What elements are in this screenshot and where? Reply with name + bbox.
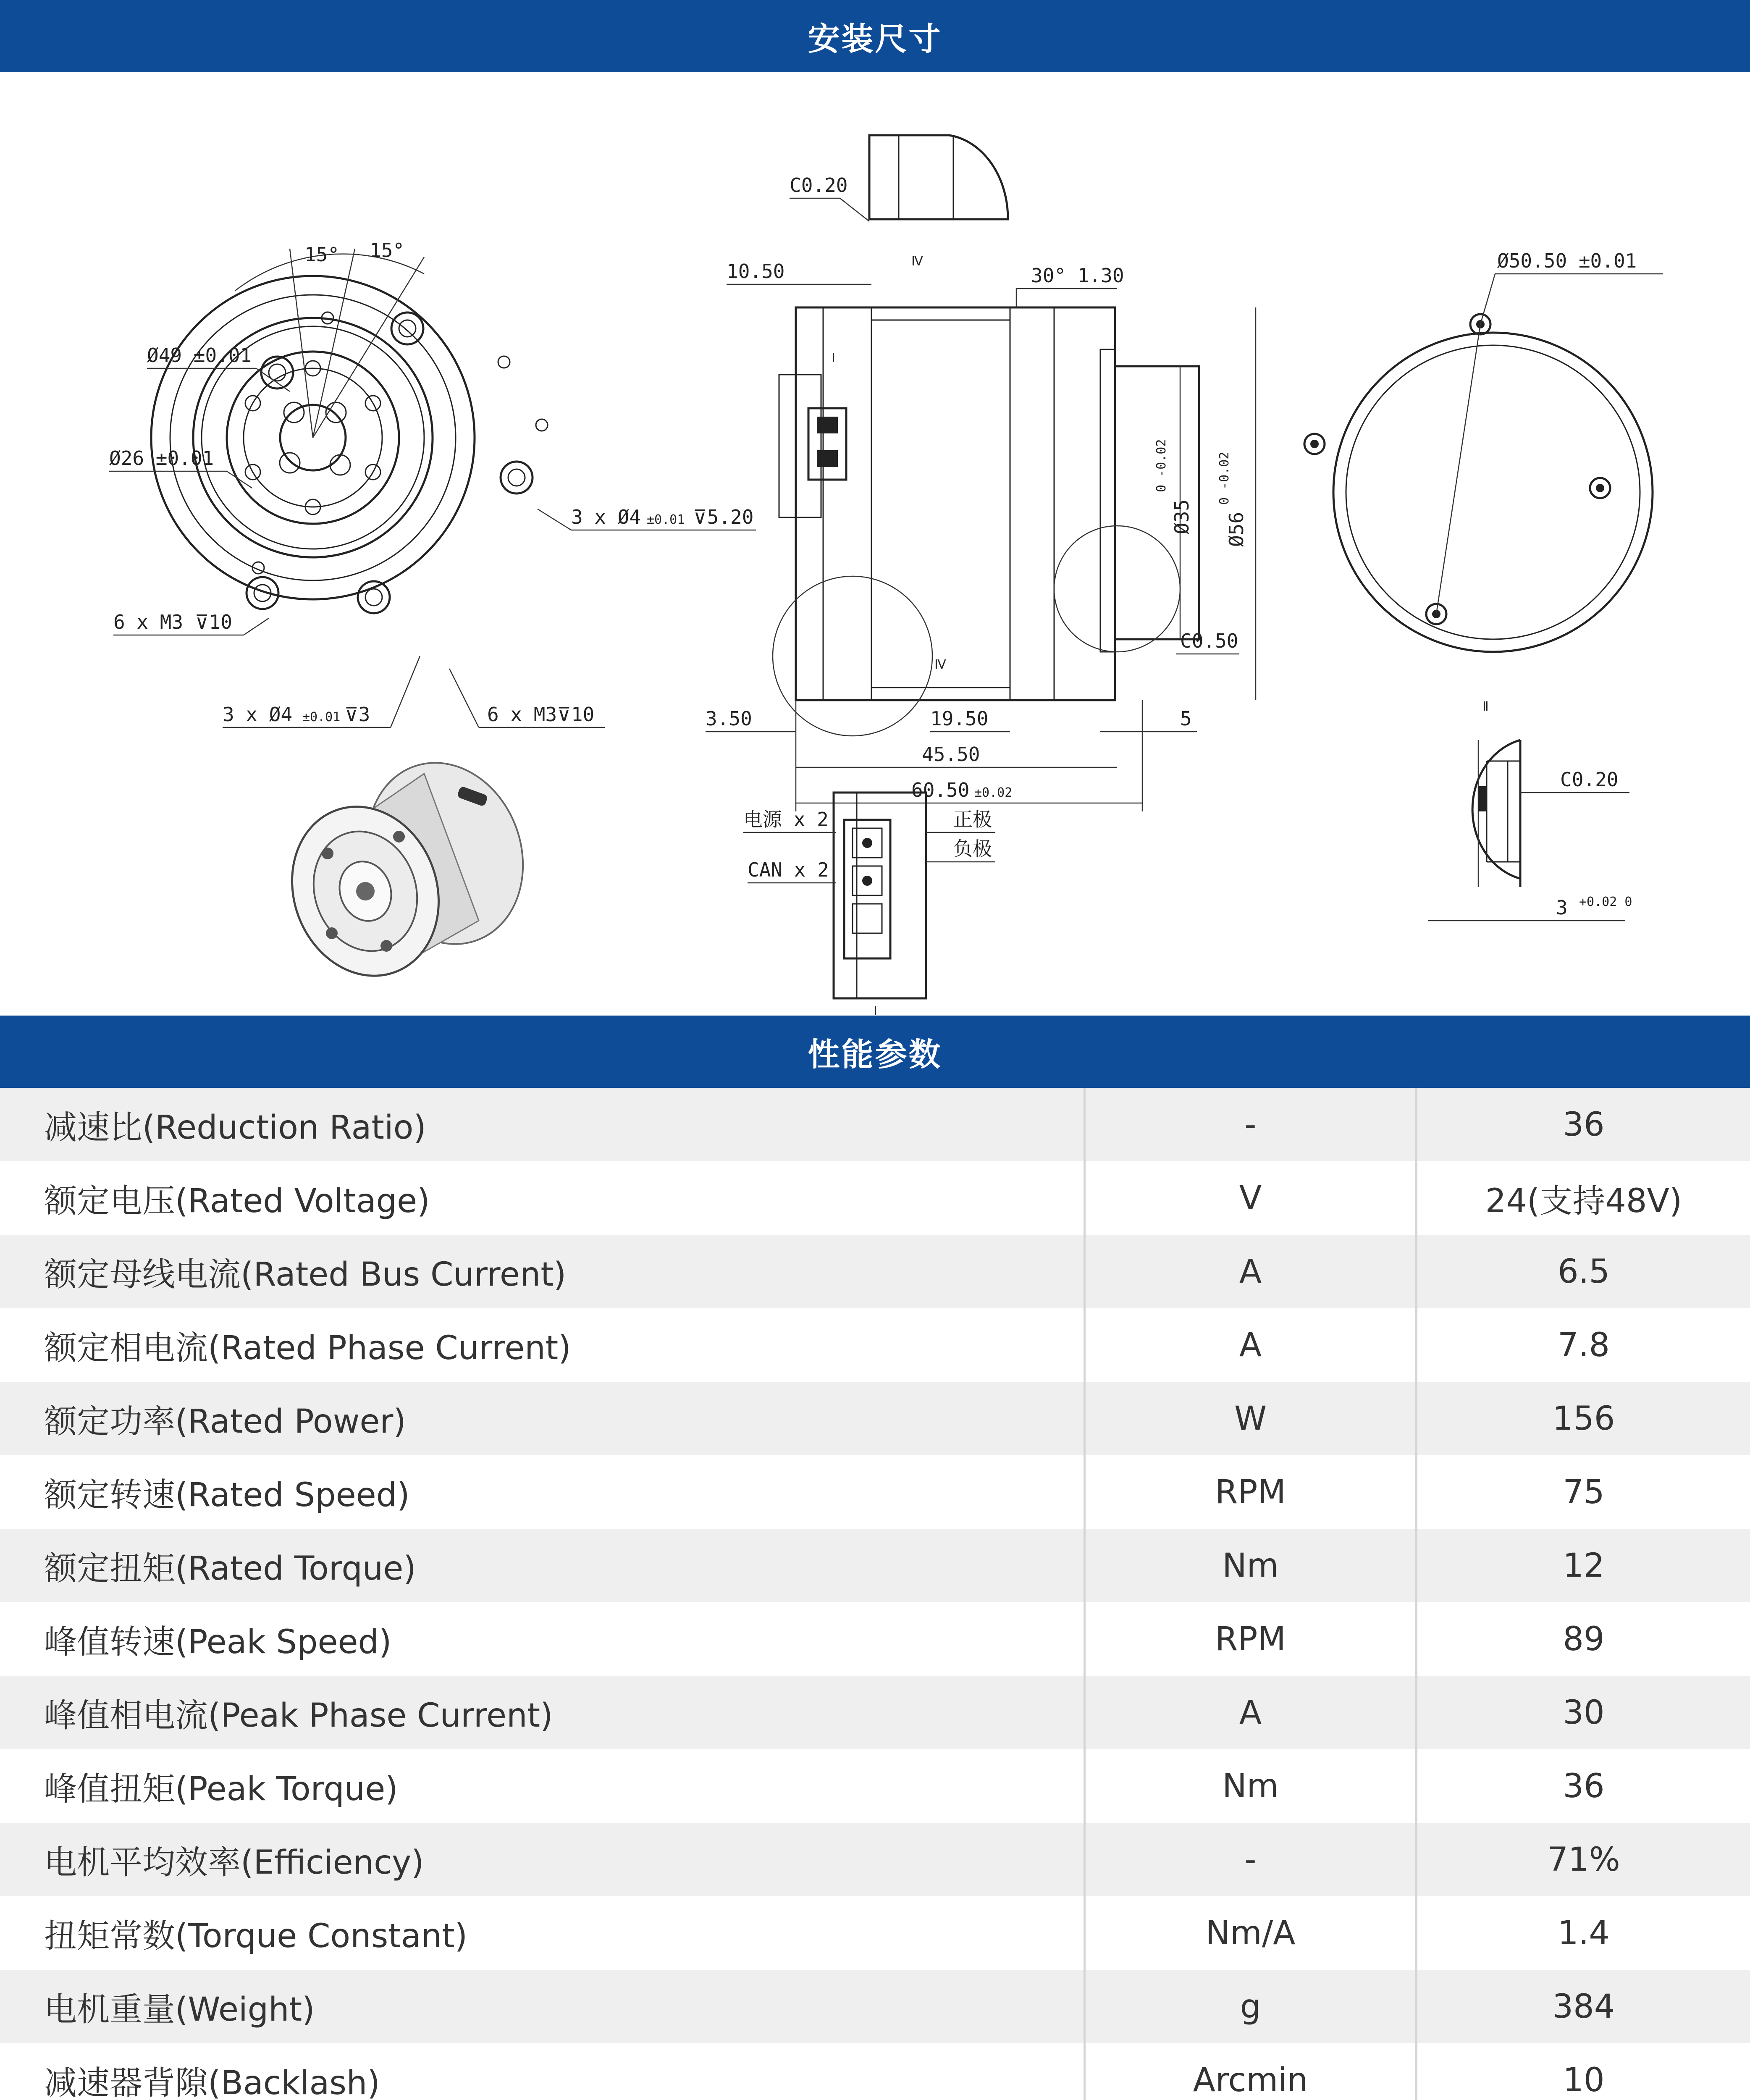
param-name: 额定转速(Rated Speed) [0, 1455, 1086, 1529]
table-row [0, 1749, 1750, 1823]
front-holes-4-right: 3 x Ø4 [571, 506, 641, 528]
table-row [0, 1676, 1750, 1749]
table-row [0, 1602, 1750, 1676]
detail-ii-chamfer: C0.20 [1560, 768, 1619, 791]
side-dia-35-tol: 0 -0.02 [1154, 439, 1169, 492]
motor-3d-render [269, 741, 548, 997]
connector-roman-i: Ⅰ [874, 1004, 877, 1016]
param-value: 36 [1563, 1767, 1605, 1805]
table-row [0, 1161, 1750, 1235]
front-holes-4-bottom-depth: ⊽3 [344, 703, 370, 726]
performance-title: 性能参数 [808, 1035, 942, 1073]
param-value: 89 [1563, 1620, 1605, 1658]
connector-detail [743, 793, 995, 1016]
table-row [0, 1088, 1750, 1161]
param-value: 1.4 [1557, 1914, 1610, 1952]
param-value: 7.8 [1557, 1326, 1610, 1364]
rear-inner-circle [1346, 345, 1640, 639]
param-name: 额定母线电流(Rated Bus Current) [0, 1235, 1086, 1308]
install-dimensions-title: 安装尺寸 [808, 20, 942, 58]
side-dim-60-50-tol: ±0.02 [974, 785, 1013, 800]
detail-circle-ii [1054, 526, 1180, 652]
param-unit: W [1086, 1382, 1417, 1455]
side-dim-10-50: 10.50 [727, 260, 785, 283]
param-value: 12 [1563, 1546, 1605, 1585]
front-holes-4-right-depth: ⊽5.20 [693, 506, 754, 528]
param-unit: A [1086, 1676, 1417, 1749]
connector-power-label: 电源 x 2 [743, 808, 829, 831]
param-unit: - [1086, 1088, 1417, 1161]
side-dia-35: Ø35 [1170, 499, 1193, 534]
side-roman-iv-top: Ⅳ [911, 254, 923, 269]
spec-table [0, 1088, 1750, 2100]
front-holes-4-bottom: 3 x Ø4 [223, 703, 293, 726]
side-chamfer-c050: C0.50 [1180, 630, 1238, 652]
side-connector [779, 375, 821, 517]
param-name: 减速器背隙(Backlash) [0, 2043, 1086, 2100]
param-unit: Nm/A [1086, 1896, 1417, 1970]
technical-drawing [0, 72, 1750, 1016]
front-dia-49: Ø49 ±0.01 [147, 344, 252, 367]
param-unit: g [1086, 1970, 1417, 2043]
side-dia-56: Ø56 [1225, 512, 1248, 547]
rear-outer-circle [1333, 333, 1653, 652]
side-dim-60-50: 60.50 [911, 779, 970, 801]
rear-dia-50-50: Ø50.50 ±0.01 [1497, 249, 1637, 272]
param-name: 额定电压(Rated Voltage) [0, 1161, 1086, 1235]
detail-ii [1428, 699, 1632, 921]
param-unit: Arcmin [1086, 2043, 1417, 2100]
param-unit: Nm [1086, 1529, 1417, 1602]
param-name: 额定功率(Rated Power) [0, 1382, 1086, 1455]
side-dim-3-50: 3.50 [706, 707, 752, 730]
param-name: 电机重量(Weight) [0, 1970, 1086, 2043]
param-unit: A [1086, 1235, 1417, 1308]
param-name: 额定相电流(Rated Phase Current) [0, 1308, 1086, 1382]
detail-ii-roman: Ⅱ [1482, 699, 1489, 714]
param-unit: Nm [1086, 1749, 1417, 1823]
param-unit: RPM [1086, 1602, 1417, 1676]
param-name: 扭矩常数(Torque Constant) [0, 1896, 1086, 1970]
side-view [706, 135, 1256, 811]
param-value: 6.5 [1557, 1252, 1610, 1291]
front-view [109, 239, 756, 727]
table-row [0, 1308, 1750, 1382]
param-value: 384 [1552, 1987, 1615, 2026]
front-angle-a: 15° [304, 243, 340, 266]
side-body [796, 307, 1115, 700]
table-row [0, 2043, 1750, 2100]
param-name: 电机平均效率(Efficiency) [0, 1823, 1086, 1896]
side-dim-45-50: 45.50 [922, 743, 980, 766]
param-value: 156 [1552, 1399, 1615, 1438]
param-unit: - [1086, 1823, 1417, 1896]
param-name: 峰值扭矩(Peak Torque) [0, 1749, 1086, 1823]
side-angle-chamfer: 30° 1.30 [1031, 264, 1124, 287]
param-value: 10 [1563, 2061, 1605, 2099]
front-holes-4-right-tol: ±0.01 [647, 512, 685, 527]
param-name: 减速比(Reduction Ratio) [0, 1088, 1086, 1161]
table-row [0, 1970, 1750, 2043]
connector-positive: 正极 [953, 808, 992, 831]
rear-view [1304, 249, 1663, 652]
side-roman-iv-bottom: Ⅳ [934, 657, 946, 672]
param-name: 额定扭矩(Rated Torque) [0, 1529, 1086, 1602]
param-name: 峰值转速(Peak Speed) [0, 1602, 1086, 1676]
front-holes-m3-left: 6 x M3 ⊽10 [113, 611, 232, 633]
front-dia-26: Ø26 ±0.01 [109, 447, 214, 470]
side-chamfer-top: C0.20 [790, 174, 848, 197]
side-dim-19-50: 19.50 [930, 707, 989, 730]
connector-can-label: CAN x 2 [748, 858, 829, 881]
front-angle-b: 15° [370, 239, 405, 262]
param-value: 75 [1563, 1473, 1605, 1511]
param-value: 30 [1563, 1693, 1605, 1732]
table-row [0, 1455, 1750, 1529]
param-name: 峰值相电流(Peak Phase Current) [0, 1676, 1086, 1749]
front-holes-m3-bottom: 6 x M3⊽10 [487, 703, 595, 726]
install-dimensions-header [0, 0, 1750, 72]
connector-negative: 负极 [953, 837, 992, 860]
side-dim-5: 5 [1180, 707, 1192, 730]
side-roman-i: Ⅰ [832, 351, 835, 365]
side-dia-56-tol: 0 -0.02 [1217, 452, 1232, 505]
param-value: 71% [1547, 1840, 1620, 1879]
param-value: 36 [1563, 1105, 1605, 1144]
param-unit: V [1086, 1161, 1417, 1235]
detail-ii-dim-3: 3 [1556, 896, 1568, 919]
detail-ii-dim-3-tol: +0.02 0 [1579, 895, 1632, 909]
table-row [0, 1529, 1750, 1602]
top-chamfer-detail [869, 135, 1008, 219]
param-unit: A [1086, 1308, 1417, 1382]
param-value: 24(支持48V) [1485, 1182, 1682, 1220]
param-unit: RPM [1086, 1455, 1417, 1529]
performance-header [0, 1016, 1750, 1088]
table-row [0, 1823, 1750, 1896]
table-row [0, 1896, 1750, 1970]
table-row [0, 1235, 1750, 1308]
table-row [0, 1382, 1750, 1455]
front-holes-4-bottom-tol: ±0.01 [302, 710, 341, 724]
